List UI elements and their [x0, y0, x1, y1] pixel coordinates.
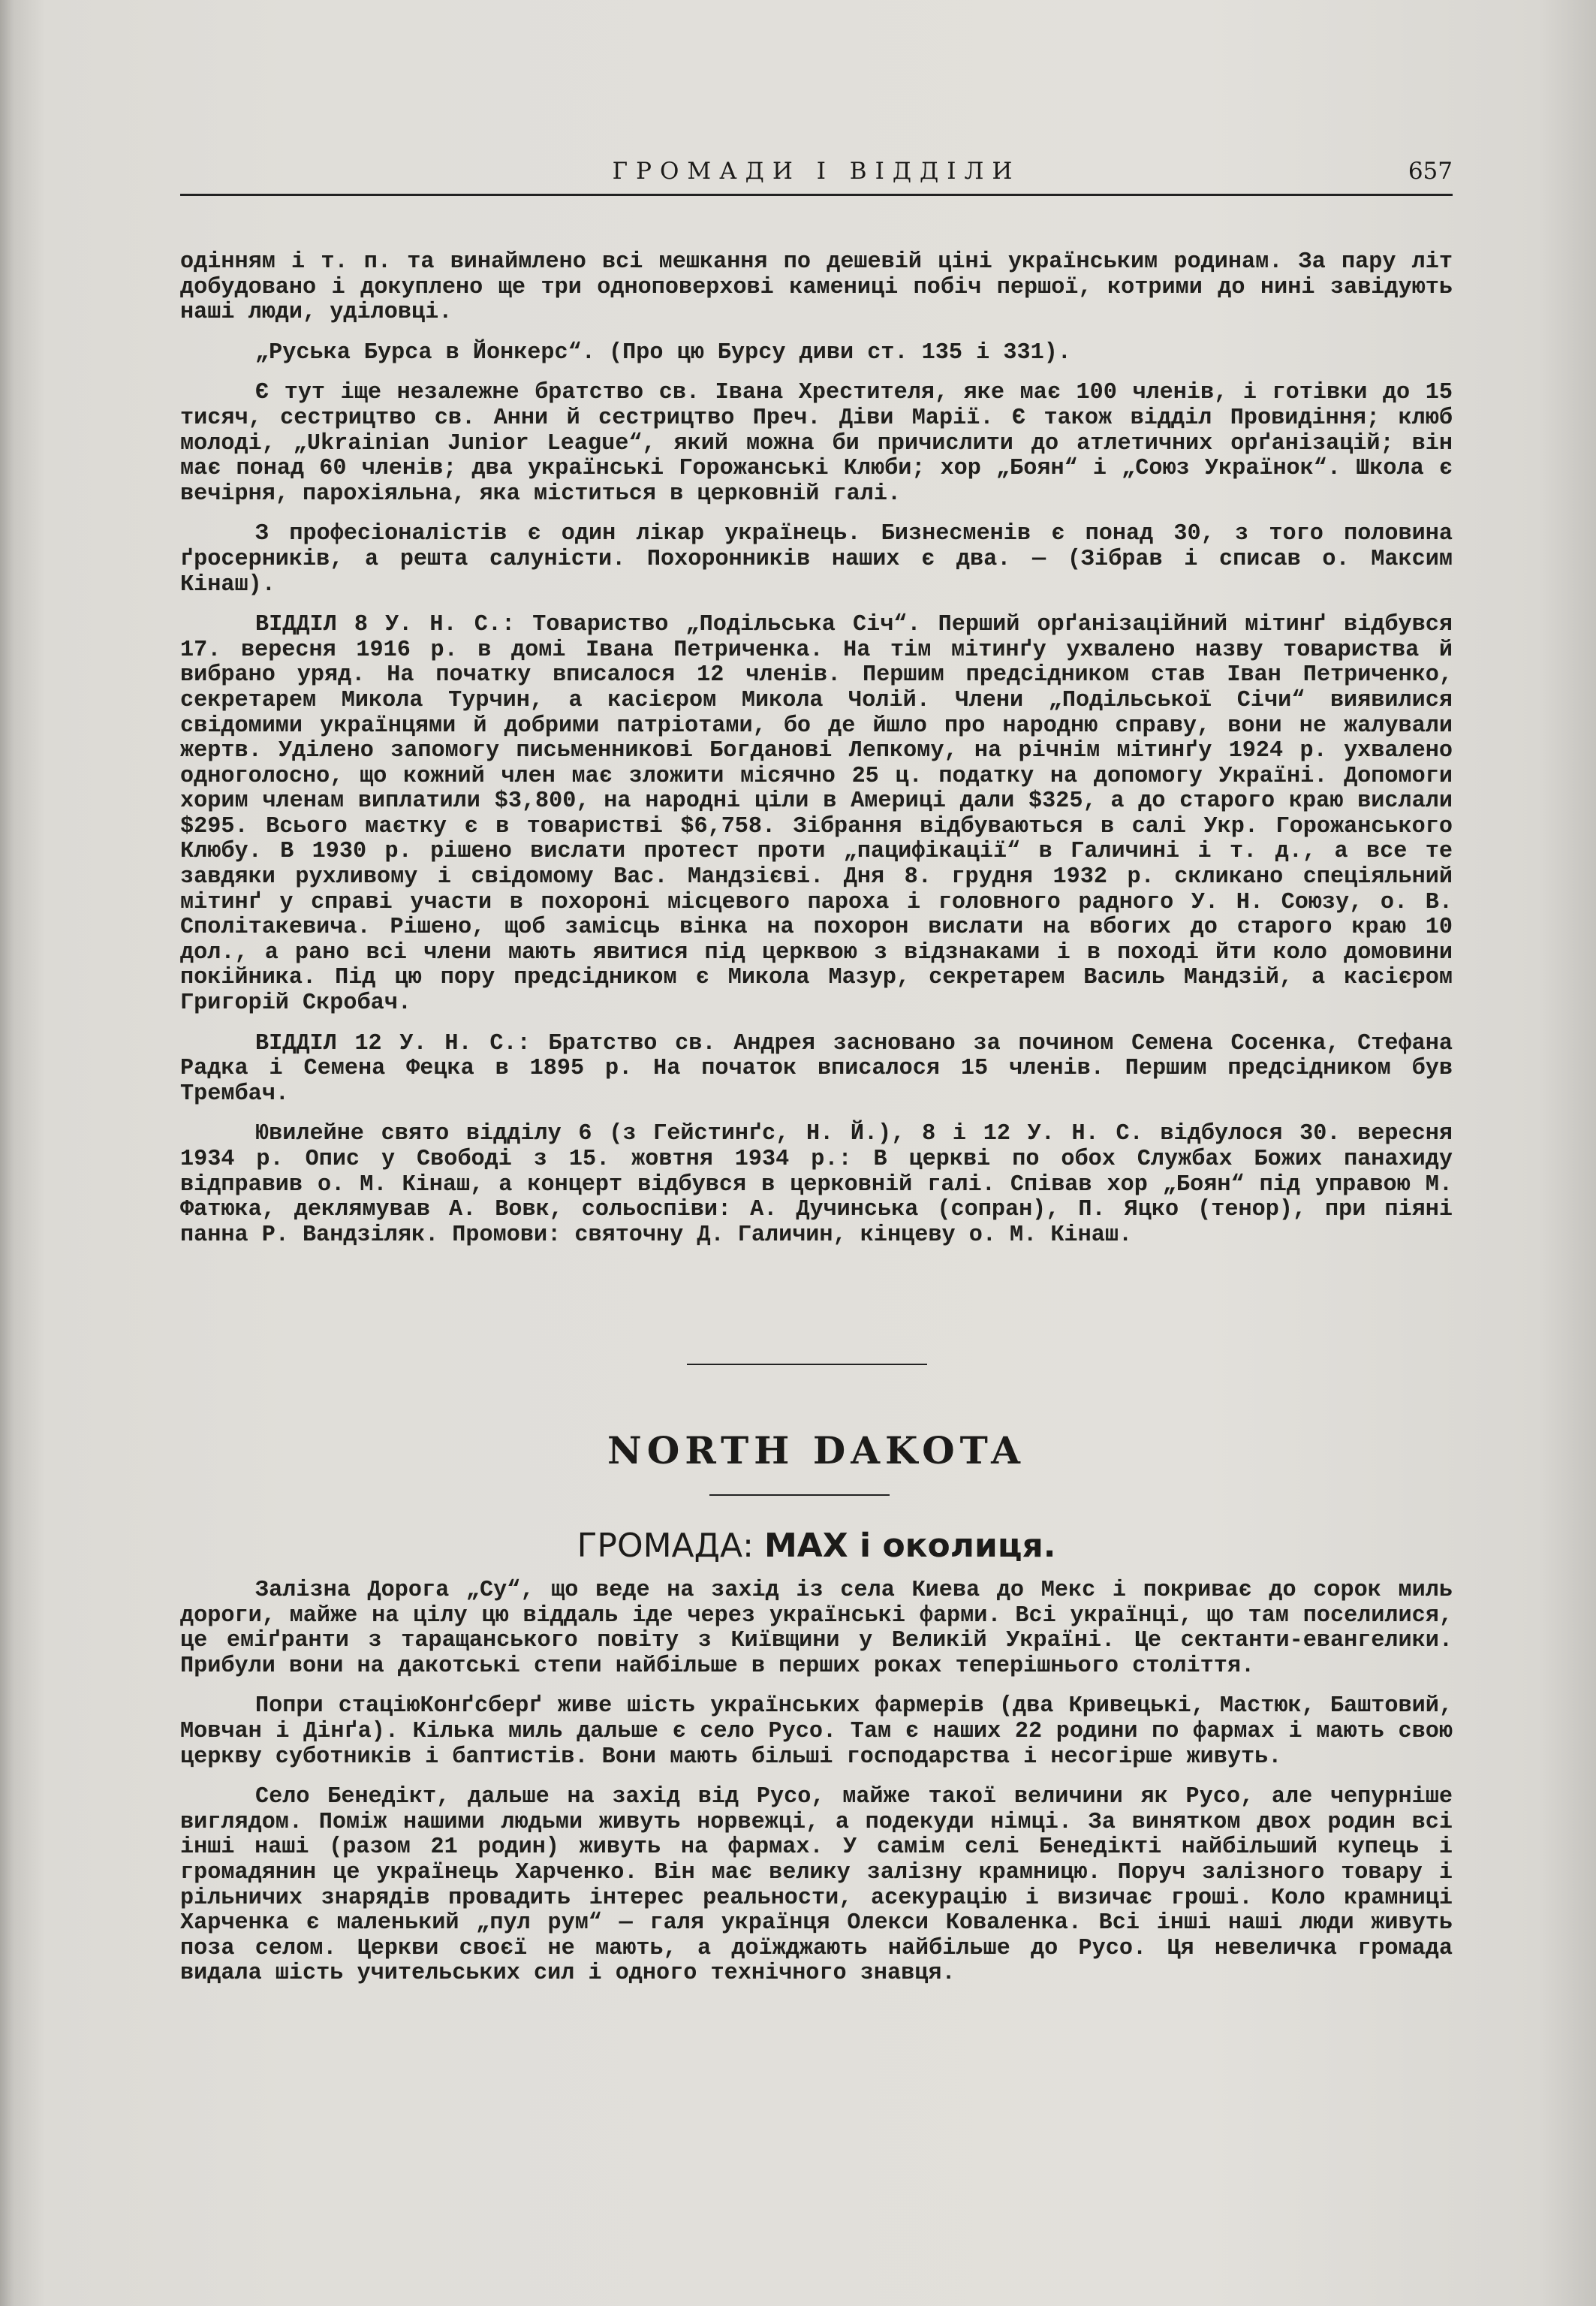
- running-header: [180, 158, 1453, 196]
- paragraph: Є тут іще незалежне братство св. Івана Хрестителя, яке має 100 членів, і готівки до 15 тисяч, сестрицтво св. Анни й сестрицтво Преч. Діви Марії. Є також відділ Провидіння; клюб молоді, „Ukrainian Junior League“, який можна би причислити до атлетичних орґанізацій; він має понад 60 членів; два українські Горожанські Клюби; хор „Боян“ і „Союз Українок“. Школа є вечірня, парохіяльна, яка міститься в церковній галі.: [180, 380, 1453, 507]
- paragraph: ВІДДІЛ 12 У. Н. С.: Братство св. Андрея засновано за почином Семена Сосенка, Стефана Радка і Семена Фецка в 1895 р. На початок вписалося 15 членів. Першим предсідником був Трембач.: [180, 1030, 1453, 1107]
- section-divider: [687, 1364, 927, 1365]
- paragraph: ВІДДІЛ 8 У. Н. С.: Товариство „Подільська Січ“. Перший орґанізаційний мітинґ відбувся 17. вересня 1916 р. в домі Івана Петриченка. На тім мітинґу ухвалено назву товариства й вибрано уряд. На початку вписалося 12 членів. Першим предсідником став Іван Петриченко, секретарем Микола Турчин, а касієром Микола Чолій. Члени „Подільської Січи“ виявилися свідомими українцями й добрими патріотами, бо де йшло про народню справу, вони не жалували жертв. Уділено запомогу письменникові Богданові Лепкому, на річнім мітинґу 1924 р. ухвалено одноголосно, що кожний член має зложити місячно 25 ц. податку на допомогу Україні. Допомоги хорим членам виплатили $3,800, на народні ціли в Америці дали $325, а до старого краю вислали $295. Всього маєтку є в товаристві $6,758. Зібрання відбуваються в салі Укр. Горожанського Клюбу. В 1930 р. рішено вислати протест проти „пацифікації“ в Галичині і т. д., а все те завдяки рухливому і свідомому Вас. Мандзієві. Дня 8. грудня 1932 р. скликано спеціяльний мітинґ у справі участи в похороні місцевого пароха і головного радного У. Н. Союзу, о. В. Сполітакевича. Рішено, щоб замісць вінка на похорон вислати на вбогих до старого краю 10 дол., а рано всі члени мають явитися під церквою з відзнаками і в поході йти коло домовини покійника. Під цю пору предсідником є Микола Мазур, секретарем Василь Мандзій, а касієром Григорій Скробач.: [180, 612, 1453, 1017]
- hromada-name: MAX і околиця.: [763, 1527, 1056, 1565]
- bottom-text-block: [180, 1578, 1453, 1987]
- paragraph: Залізна Дорога „Су“, що веде на захід із села Киева до Мекс і покриває до сорок миль дороги, майже на цілу цю віддаль іде через українські фарми. Всі українці, що там поселилися, це еміґранти з таращанського повіту з Київщини у Великій Україні. Це сектанти-евангелики. Прибули вони на дакотські степи найбільше в перших роках теперішнього століття.: [180, 1578, 1453, 1679]
- state-title: NORTH DAKOTA: [607, 1428, 1025, 1473]
- state-title-underline: [709, 1494, 890, 1496]
- paragraph: „Руська Бурса в Йонкерс“. (Про цю Бурсу диви ст. 135 і 331).: [255, 339, 1071, 366]
- hromada-heading: [180, 1527, 1453, 1565]
- paragraph: Село Бенедікт, дальше на захід від Русо, майже такої величини як Русо, але чепурніше виглядом. Поміж нашими людьми живуть норвежці, а подекуди німці. За винятком двох родин всі інші наші (разом 21 родин) живуть на фармах. У самім селі Бенедікті найбільший купець і громадянин це українець Харченко. Він має велику залізну крамницю. Поруч залізного товару і рільничих знарядів провадить інтерес реальности, асекурацію і визичає гроші. Коло крамниці Харченка є маленький „пул рум“ — галя українця Олекси Коваленка. Всі інші наші люди живуть поза селом. Церкви своєї не мають, а доїжджають найбільше до Русо. Ця невеличка громада видала шість учительських сил і одного технічного знавця.: [180, 1784, 1453, 1987]
- paragraph: З професіоналістів є один лікар українець. Бизнесменів є понад 30, з того половина ґросерників, а решта салуністи. Похоронників наших є два. — (Зібрав і списав о. Максим Кінаш).: [180, 521, 1453, 598]
- hromada-prefix: ГРОМАДА:: [577, 1527, 754, 1565]
- running-title: ГРОМАДИ І ВІДДІЛИ: [612, 158, 1021, 185]
- top-text-block: [180, 250, 1453, 1248]
- paragraph: одінням і т. п. та винаймлено всі мешкання по дешевій ціні українським родинам. За пару літ добудовано і докуплено ще три одноповерхові камениці побіч першої, котрими до нині завідують наші люди, уділовці.: [180, 249, 1453, 326]
- paragraph: Попри стаціюКонґсберґ живе шість українських фармерів (два Кривецькі, Мастюк, Баштовий, Мовчан і Дінґа). Кілька миль дальше є село Русо. Там є наших 22 родини по фармах і мають свою церкву суботників і баптистів. Вони мають більші господарства і несогірше живуть.: [180, 1693, 1453, 1770]
- page-number: 657: [1408, 158, 1453, 185]
- paragraph: Ювилейне свято відділу 6 (з Гейстинґс, Н. Й.), 8 і 12 У. Н. С. відбулося 30. вересня 1934 р. Опис у Свободі з 15. жовтня 1934 р.: В церкві по обох Службах Божих панахиду відправив о. М. Кінаш, а концерт відбувся в церковній галі. Співав хор „Боян“ під управою М. Фатюка, деклямував А. Вовк, сольоспіви: А. Дучинська (сопран), П. Яцко (тенор), при піяні панна Р. Вандзіляк. Промови: святочну Д. Галичин, кінцеву о. М. Кінаш.: [180, 1121, 1453, 1248]
